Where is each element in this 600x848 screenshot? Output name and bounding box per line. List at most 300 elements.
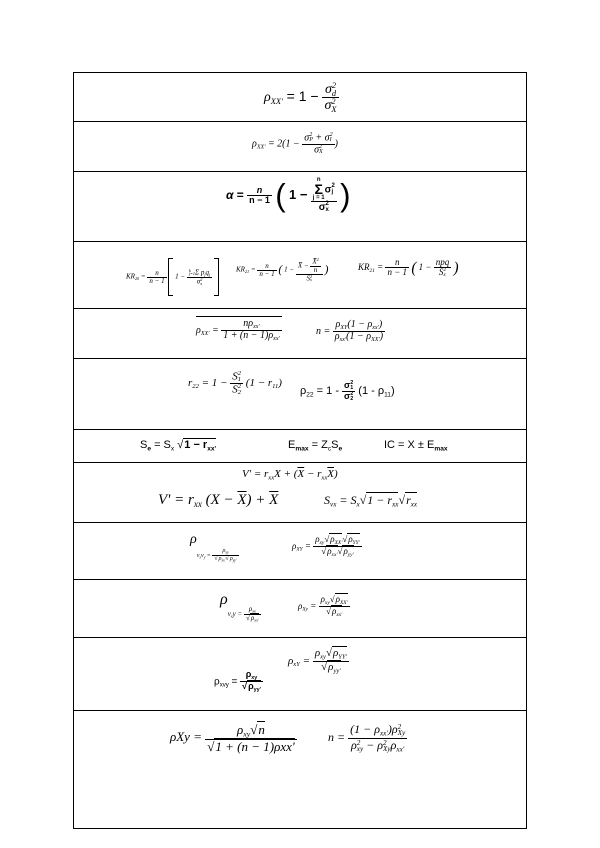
symbol: ρ xyxy=(288,654,294,667)
num: ρ xyxy=(314,647,321,659)
formula-r22 xyxy=(188,371,282,396)
sup: 2 xyxy=(237,370,242,377)
root: 1 − r xyxy=(367,493,393,507)
symbol: n xyxy=(316,325,321,337)
sub: y xyxy=(203,555,206,560)
symbol: S xyxy=(324,493,330,507)
bracket-left xyxy=(168,258,173,296)
subscript: 21 xyxy=(369,267,375,274)
sub: y xyxy=(232,610,236,618)
symbol: KR xyxy=(236,265,245,274)
den: σ xyxy=(314,144,320,156)
formula-confidence-interval xyxy=(384,440,448,453)
paren-left: ( xyxy=(411,259,417,277)
sub: xx' xyxy=(331,552,338,559)
operator: = xyxy=(228,676,241,688)
num: n xyxy=(395,257,400,268)
sub: j xyxy=(204,271,206,277)
symbol: KR xyxy=(358,261,370,272)
mean: $\overline{X}$ xyxy=(269,492,279,508)
num: σ xyxy=(304,132,310,144)
den: S xyxy=(438,267,444,277)
sup: 2 xyxy=(331,183,335,190)
den: ρ xyxy=(250,613,255,622)
sup: 2 xyxy=(325,201,329,208)
symbol: ρ xyxy=(252,138,257,150)
formula-standard-error: $S_e = S_x$ $√1 - r_{xx'}$ xyxy=(140,439,217,453)
den: ρ xyxy=(332,606,337,617)
num-q: q xyxy=(205,268,210,277)
formula-row-12 xyxy=(74,711,526,830)
den: − ρ xyxy=(363,737,384,752)
den: S xyxy=(232,383,238,396)
subscript: max xyxy=(434,445,448,453)
sub: x xyxy=(443,271,446,278)
den: n − 1 xyxy=(387,267,408,278)
symbol: ρ xyxy=(196,324,201,336)
sub: d xyxy=(331,88,337,98)
subscript: 22 xyxy=(192,383,199,391)
paren-left: ( xyxy=(278,262,283,277)
sub: xx' xyxy=(339,337,347,344)
sub: I xyxy=(329,137,332,144)
operator: = Z xyxy=(308,439,328,451)
one-minus: 1 − xyxy=(284,265,296,274)
sup: 2 xyxy=(319,143,323,150)
operator: = S xyxy=(151,439,171,451)
den: n − 1 xyxy=(149,276,165,285)
sub: x xyxy=(309,277,312,283)
sub: xx' xyxy=(254,617,259,623)
formula-validity-correction-y xyxy=(214,670,263,694)
formula-row-9 xyxy=(74,523,526,580)
den: ρ xyxy=(343,546,348,557)
rest: ) + xyxy=(246,492,270,508)
fraction xyxy=(147,270,166,285)
symbol: ρ xyxy=(220,591,228,608)
sub: 1 xyxy=(237,375,242,383)
sum-icon: Σ xyxy=(314,181,323,198)
fraction xyxy=(333,320,385,343)
symbol: ρXy xyxy=(170,728,190,744)
den: ρ xyxy=(328,660,334,673)
num-root: n xyxy=(258,722,265,737)
num: X̄ xyxy=(312,257,317,266)
paren-left: ( xyxy=(275,178,286,214)
fraction: $\frac{\rho_{xy}}{√\rho_{yy'}}$ xyxy=(242,669,261,694)
operator: = xyxy=(374,261,386,272)
sub: Xy xyxy=(383,744,391,753)
sub: x xyxy=(199,555,202,560)
paren-right: ) xyxy=(453,259,459,277)
sup: 2 xyxy=(309,132,313,138)
sub: XY xyxy=(340,325,348,332)
formula-reliability-variance xyxy=(252,133,338,156)
den: ρ xyxy=(390,737,397,752)
symbol: V' xyxy=(242,468,252,480)
num-mid: + σ xyxy=(312,132,330,144)
operator: = xyxy=(139,272,148,281)
symbol: ρ xyxy=(190,532,197,547)
sub: xy xyxy=(356,744,364,753)
num-rest: (1 − ρ xyxy=(347,319,373,330)
formula-estimated-true-score-2 xyxy=(158,493,278,509)
sub: 2 xyxy=(237,388,242,396)
den: ρ xyxy=(229,556,233,563)
sub: yy' xyxy=(333,667,341,675)
formula-row-11 xyxy=(74,638,526,711)
formula-kr20 xyxy=(126,258,219,296)
sub: x xyxy=(356,500,360,509)
one-minus: 1 − xyxy=(175,272,187,281)
formula-rho22 xyxy=(300,381,395,401)
formula-validity-xy xyxy=(292,535,362,559)
rest: − r xyxy=(304,468,322,480)
den: ρ xyxy=(327,546,332,557)
symbol: S xyxy=(140,439,148,451)
formula-row-2 xyxy=(74,122,526,172)
numerator: σ xyxy=(324,81,332,97)
formula-reliability-difference xyxy=(264,82,339,113)
den: σ xyxy=(196,277,201,286)
den: ρ xyxy=(218,556,222,563)
operator: = r xyxy=(170,492,194,508)
fraction xyxy=(348,723,407,753)
operator: = xyxy=(209,324,222,336)
num: X̄ − xyxy=(297,261,311,270)
sup: 2 xyxy=(350,390,354,397)
paren: ) xyxy=(378,319,383,330)
operator: = xyxy=(302,540,314,551)
sub: xx' xyxy=(273,336,280,343)
sub: c xyxy=(327,445,332,453)
sub: x xyxy=(170,445,175,453)
symbol: n xyxy=(328,729,334,744)
formula-lengthening xyxy=(316,320,385,343)
formula-row-10 xyxy=(74,580,526,638)
sum-bot: j=1 xyxy=(188,271,195,277)
sup: 2 xyxy=(316,257,319,262)
fraction xyxy=(434,258,452,278)
symbol: α xyxy=(226,187,234,202)
fraction: $\frac{\rho_{xy}√\rho_{YY'}}{√\rho_{yy'}}$ xyxy=(314,647,348,675)
den: σ xyxy=(318,202,326,214)
sub: 1 xyxy=(350,384,354,391)
sub: 11 xyxy=(272,383,279,391)
sub: xy xyxy=(225,550,229,555)
sup: 2 xyxy=(331,81,337,90)
num: ρ xyxy=(237,722,244,737)
formula-spearman-brown xyxy=(196,316,282,342)
one-minus: 1 − xyxy=(288,186,308,202)
num: ρ xyxy=(330,534,335,544)
num: nρ xyxy=(243,318,254,329)
den: n − 1 xyxy=(249,195,270,206)
num: ρ xyxy=(335,319,341,330)
num: ρ xyxy=(245,669,252,679)
fraction xyxy=(385,258,409,277)
sub: XX' xyxy=(340,599,348,606)
den: ρ xyxy=(248,681,254,692)
sub: P xyxy=(309,137,313,144)
sum-top: n xyxy=(316,177,321,183)
fraction xyxy=(230,371,243,396)
sub: x xyxy=(200,280,203,286)
sub: xx xyxy=(321,474,328,482)
operator: = 1 − xyxy=(198,376,231,389)
sub: xx' xyxy=(396,745,405,754)
num: ρ xyxy=(320,594,325,604)
sum-bot: j = 1 xyxy=(312,194,325,201)
symbol: ρ xyxy=(300,385,307,398)
sup: 2 xyxy=(356,738,361,747)
sup: 2 xyxy=(350,380,354,386)
subscript: vx xyxy=(330,500,337,509)
num: n xyxy=(265,261,269,270)
num: (1 − ρ xyxy=(350,722,380,736)
formula-row-3 xyxy=(74,172,526,242)
num: σ xyxy=(324,184,332,196)
operator: = xyxy=(205,553,213,559)
subscript: 22 xyxy=(306,391,314,399)
sub: xx' xyxy=(372,325,379,332)
sub: xy xyxy=(243,729,251,739)
den: n − 1 xyxy=(259,269,275,278)
formula-validity-correction-both xyxy=(190,533,239,563)
denominator: σ xyxy=(324,97,332,113)
mean: $\overline{X}$ xyxy=(297,468,305,480)
num: ρ xyxy=(348,534,353,544)
num: ρ xyxy=(335,594,340,604)
paren-right: ) xyxy=(324,262,329,277)
sub: 11 xyxy=(384,391,391,399)
sub: XX' xyxy=(334,539,343,546)
symbol: r xyxy=(188,376,193,389)
num: ρ xyxy=(248,605,253,614)
operator: = 2(1 − xyxy=(265,138,303,150)
subscript: 20 xyxy=(134,276,140,282)
sub: xx' xyxy=(336,612,343,619)
operator: = xyxy=(233,187,248,202)
fraction: $\frac{\rho_{xy}√\rho_{XX'}√\rho_{YY'}}{√\rho_{xx'}√\rho_{yy'}}$ xyxy=(315,534,360,559)
formula-validity-xY xyxy=(288,648,349,675)
sup: 2 xyxy=(397,722,402,731)
subscript: Xy xyxy=(302,606,309,613)
formula-kr21-mean xyxy=(236,258,328,282)
operator: = xyxy=(189,728,206,744)
den-rest: (1 − ρ xyxy=(346,331,372,343)
paren: ) xyxy=(278,376,282,389)
formula-cronbach-alpha xyxy=(226,178,351,213)
fraction xyxy=(311,178,337,213)
sup: 2 xyxy=(329,132,333,138)
root: r xyxy=(406,493,411,507)
subscript: e xyxy=(147,445,152,453)
rest: (1 - ρ xyxy=(358,385,385,398)
symbol: ρ xyxy=(264,89,271,105)
sub: xy xyxy=(320,653,326,661)
num: n xyxy=(256,185,263,196)
subscript: xY xyxy=(293,661,300,669)
symbol: IC = X ± E xyxy=(384,439,435,451)
paren-right: ) xyxy=(340,178,351,214)
formula-row-8 xyxy=(74,463,526,523)
bracket-right xyxy=(214,258,219,296)
symbol: E xyxy=(288,439,296,451)
sub: j xyxy=(209,271,211,277)
symbol: V' xyxy=(158,492,171,508)
sub: xx' xyxy=(379,729,388,738)
fraction: $\frac{\rho_{xy}}{√\rho_{xx'}√\rho_{yy'}}$ xyxy=(214,548,237,563)
sub: X xyxy=(319,149,323,156)
subscript: XX' xyxy=(270,96,283,106)
formula-e-max xyxy=(288,440,342,453)
num: npq xyxy=(435,257,450,267)
num: S xyxy=(232,370,238,383)
paren: ) xyxy=(379,331,384,343)
den: σ xyxy=(344,390,351,401)
operator: = xyxy=(249,265,258,274)
fraction xyxy=(302,133,334,156)
operator: = xyxy=(308,600,319,611)
formula-row-5 xyxy=(74,309,526,359)
subscript: XX' xyxy=(200,330,210,337)
rest: X + ( xyxy=(274,468,298,480)
sum-top: k xyxy=(188,267,191,273)
formula-validity-lengthened xyxy=(170,723,297,753)
paren: ) xyxy=(334,138,338,150)
sub: e xyxy=(338,445,343,453)
formula-row-4 xyxy=(74,242,526,309)
sub: v xyxy=(196,553,200,559)
sub: xx xyxy=(193,499,202,510)
num: ρ xyxy=(315,534,320,544)
rest: (X − xyxy=(201,492,238,508)
formula-sheet xyxy=(73,72,527,829)
formula-std-error-estimate: $S_{vx} = S_x√1 - r_{xx}√r_{xx}$ xyxy=(324,493,418,509)
sup: 2 xyxy=(383,738,387,747)
fraction xyxy=(221,319,282,342)
rest: (1 − r xyxy=(245,376,273,389)
sub: YY' xyxy=(338,653,348,661)
sub: 2 xyxy=(350,395,354,402)
formula-row-1 xyxy=(74,73,526,122)
sup: 2 xyxy=(443,267,447,274)
operator: = xyxy=(299,654,313,667)
subscript: XY xyxy=(296,546,303,553)
num: )ρ xyxy=(387,722,398,736)
fraction: $\frac{\rho_{xy}√\rho_{XX'}}{√\rho_{xx'}}$ xyxy=(320,594,348,619)
root: 1 − r xyxy=(184,439,208,451)
operator: = xyxy=(334,729,349,744)
sub: xx xyxy=(410,500,418,509)
symbol: ρ xyxy=(214,676,220,688)
operator: = S xyxy=(336,493,357,507)
sub: yy' xyxy=(253,687,261,694)
sub: xx xyxy=(392,500,399,509)
fraction: $\frac{\rho_{xy}√n}{\text{√1 + (n − 1)ρxx'}}$ xyxy=(207,722,295,754)
sub: yy' xyxy=(232,558,237,563)
num: ρ xyxy=(222,548,226,555)
symbol: ρ xyxy=(292,540,297,551)
fraction xyxy=(342,381,355,401)
sub: XX' xyxy=(371,337,380,344)
den: ρ xyxy=(351,737,357,752)
fraction xyxy=(296,258,323,282)
den-root: 1 + (n − 1)ρxx' xyxy=(215,738,295,754)
one-minus: 1 − xyxy=(418,261,434,272)
sub: yy' xyxy=(347,552,354,559)
sup: 2 xyxy=(200,276,203,282)
formula-row-7 xyxy=(74,430,526,463)
sub: j xyxy=(331,188,334,195)
symbol: ρ xyxy=(298,600,303,611)
sub: v xyxy=(201,553,204,559)
formula-estimated-true-score-1 xyxy=(242,469,338,482)
sub: xx xyxy=(268,474,275,482)
mean: $\overline{X}$ xyxy=(327,468,335,480)
sub: xy xyxy=(252,608,256,614)
sub: xy xyxy=(324,599,330,606)
subscript: max xyxy=(295,445,309,453)
subscript: xv xyxy=(219,682,226,689)
symbol: KR xyxy=(126,272,135,281)
sub: x xyxy=(230,613,233,619)
operator: = 1 − xyxy=(282,87,323,104)
num: σ xyxy=(344,380,351,391)
sub: xy xyxy=(251,674,258,681)
sub: xy xyxy=(319,539,325,546)
formula-validity-correction-x xyxy=(220,592,261,623)
sub: xx' xyxy=(221,558,226,563)
fraction xyxy=(322,82,338,113)
formula-kr21-npq xyxy=(358,258,459,278)
paren: ) xyxy=(390,385,395,398)
sub: YY' xyxy=(352,539,360,546)
sub: X xyxy=(331,104,337,114)
den: ρ xyxy=(334,331,340,343)
operator: = xyxy=(321,325,333,337)
sub: x xyxy=(325,206,329,213)
operator: = 1 - xyxy=(313,385,343,398)
operator: = r xyxy=(251,468,269,480)
sub: v xyxy=(227,610,231,618)
den: 1 + (n − 1)ρ xyxy=(223,330,274,342)
den: n xyxy=(310,266,320,274)
subscript: XX' xyxy=(256,144,266,151)
sup: 2 xyxy=(309,273,313,279)
fraction xyxy=(257,263,276,278)
fraction xyxy=(247,186,272,205)
formula-row-6 xyxy=(74,359,526,430)
formula-validity-Xy xyxy=(298,595,350,619)
paren: ) xyxy=(334,468,338,480)
subscript: 21 xyxy=(244,269,250,275)
den: S xyxy=(306,273,310,282)
fraction xyxy=(187,269,212,286)
mean: $\overline{X}$ xyxy=(237,492,247,508)
num: n xyxy=(155,268,159,277)
subscript: y xyxy=(225,682,229,689)
sup: 2 xyxy=(237,382,242,390)
operator: = xyxy=(235,610,244,618)
num: Σ p xyxy=(194,268,205,277)
sup: 2 xyxy=(331,97,336,107)
sub: Xy xyxy=(397,729,406,738)
fraction: $\frac{\rho_{xy}}{√\rho_{xx'}}$ xyxy=(246,605,259,623)
formula-required-length xyxy=(328,723,407,753)
num: ρ xyxy=(333,647,339,659)
